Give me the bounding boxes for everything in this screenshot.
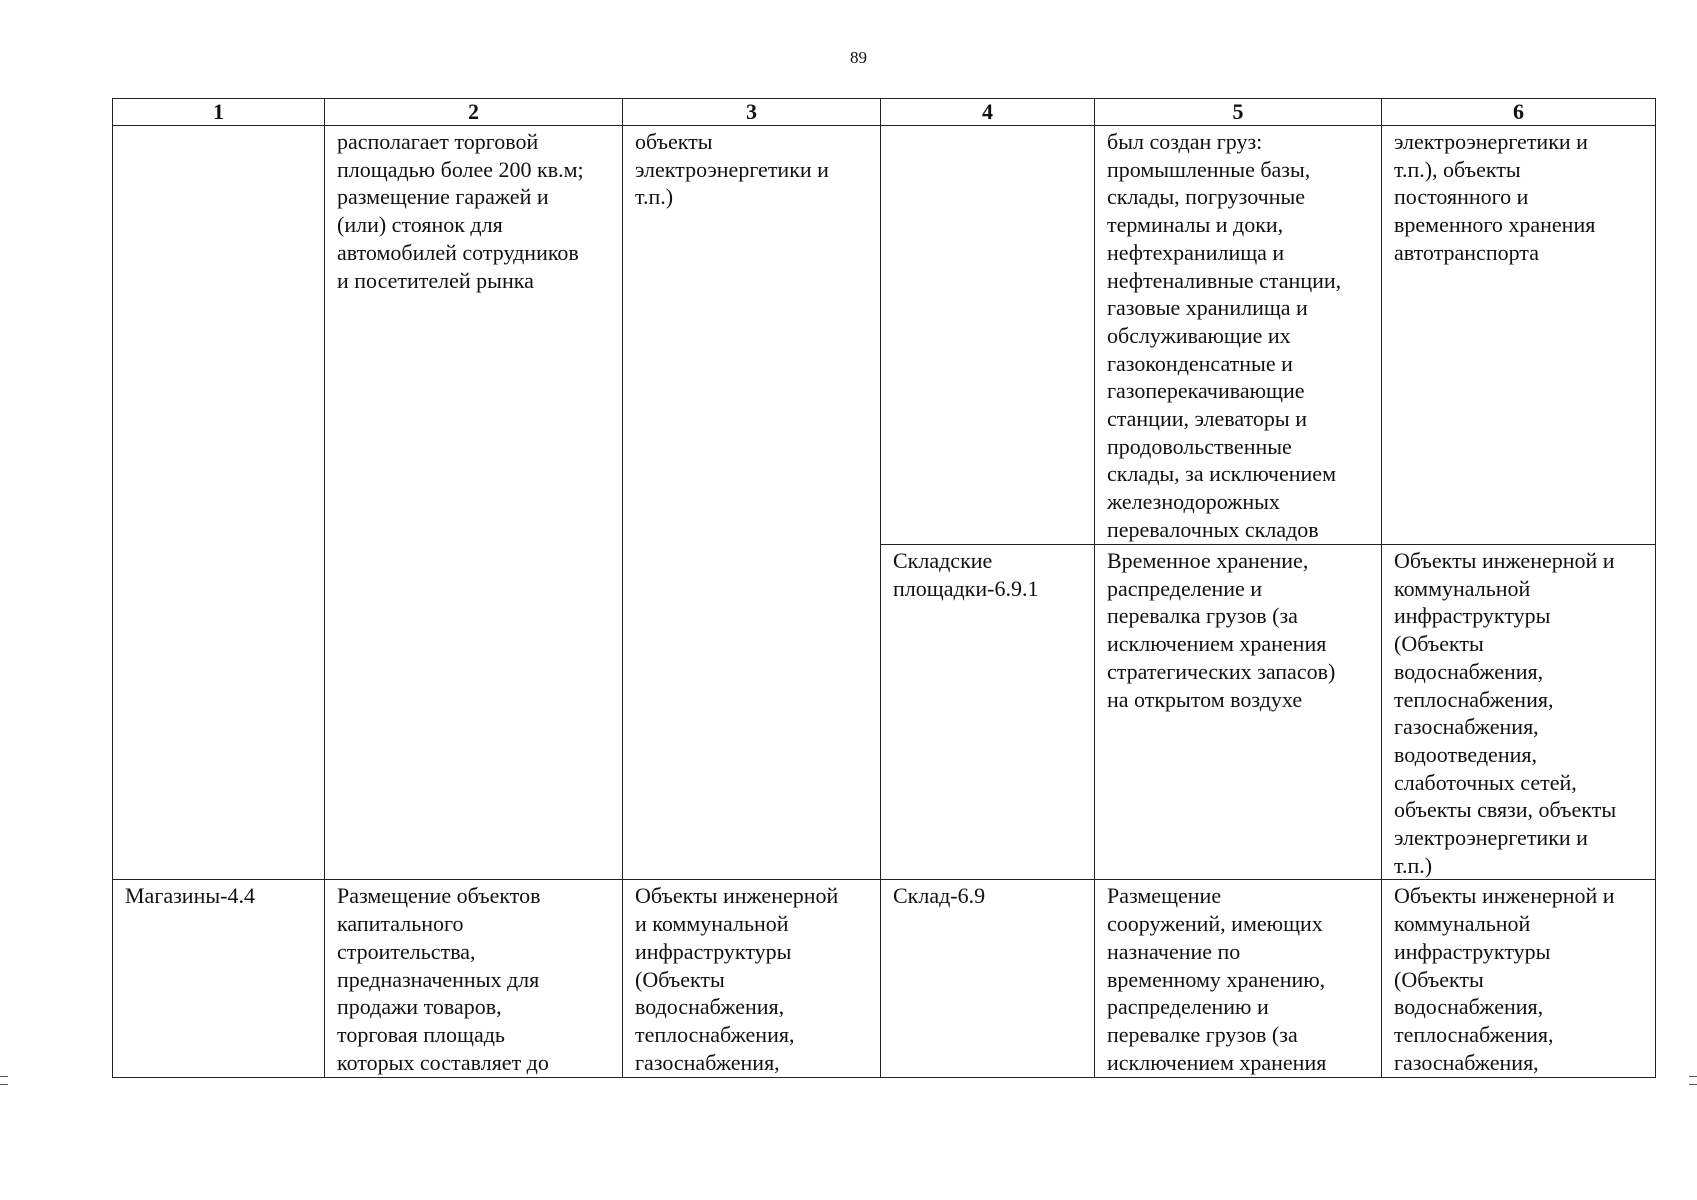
cell-main-use-description: Размещение объектов капитального строительства, предназначенных для продажи товаров, торговая площадь которых составляет до	[325, 880, 623, 1078]
scan-edge-mark-right	[1689, 1076, 1697, 1077]
cell-conditional-auxiliary-use: электроэнергетики и т.п.), объекты постоянного и временного хранения автотранспорта	[1382, 126, 1656, 545]
column-header-2: 2	[325, 99, 623, 126]
cell-conditional-use-description: Размещение сооружений, имеющих назначение по временному хранению, распределению и перевалке грузов (за исключением хранения	[1095, 880, 1382, 1078]
cell-conditional-use: Складские площадки-6.9.1	[881, 545, 1095, 880]
page-number: 89	[850, 48, 867, 67]
cell-conditional-auxiliary-use: Объекты инженерной и коммунальной инфраструктуры (Объекты водоснабжения, теплоснабжения, газоснабжения, водоотведения, слаботочных сетей, объекты связи, объекты электроэнергетики и т.п.)	[1382, 545, 1656, 880]
cell-conditional-auxiliary-use: Объекты инженерной и коммунальной инфраструктуры (Объекты водоснабжения, теплоснабжения, газоснабжения,	[1382, 880, 1656, 1078]
table-header-row	[113, 99, 1656, 126]
cell-main-use: Магазины-4.4	[113, 880, 325, 1078]
table-row	[113, 880, 1656, 1078]
zoning-table	[112, 98, 1656, 1078]
cell-main-use	[113, 126, 325, 880]
cell-auxiliary-use: Объекты инженерной и коммунальной инфраструктуры (Объекты водоснабжения, теплоснабжения, газоснабжения,	[623, 880, 881, 1078]
column-header-1: 1	[113, 99, 325, 126]
column-header-6: 6	[1382, 99, 1656, 126]
column-header-4: 4	[881, 99, 1095, 126]
scan-edge-mark-right	[1689, 1084, 1697, 1085]
cell-main-use-description: располагает торговой площадью более 200 кв.м; размещение гаражей и (или) стоянок для автомобилей сотрудников и посетителей рынка	[325, 126, 623, 880]
cell-auxiliary-use: объекты электроэнергетики и т.п.)	[623, 126, 881, 880]
scan-edge-mark-left	[0, 1076, 8, 1077]
scan-edge-mark-left	[0, 1084, 8, 1085]
cell-conditional-use-description: Временное хранение, распределение и перевалка грузов (за исключением хранения стратегических запасов) на открытом воздухе	[1095, 545, 1382, 880]
column-header-5: 5	[1095, 99, 1382, 126]
column-header-3: 3	[623, 99, 881, 126]
cell-conditional-use: Склад-6.9	[881, 880, 1095, 1078]
cell-conditional-use	[881, 126, 1095, 545]
cell-conditional-use-description: был создан груз: промышленные базы, склады, погрузочные терминалы и доки, нефтехранилища и нефтеналивные станции, газовые хранилища и обслуживающие их газоконденсатные и газоперекачивающие станции, элеваторы и продовольственные склады, за исключением железнодорожных перевалочных складов	[1095, 126, 1382, 545]
table-row	[113, 126, 1656, 545]
